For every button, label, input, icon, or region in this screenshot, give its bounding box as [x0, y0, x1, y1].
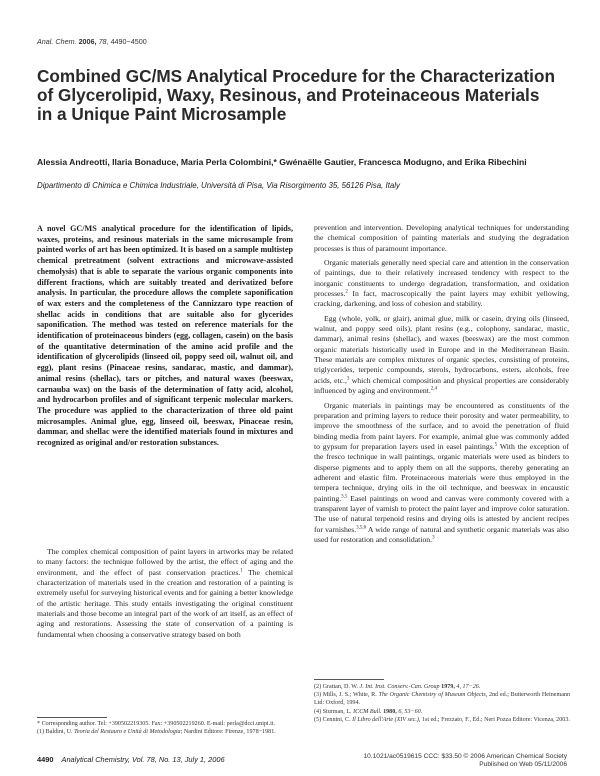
citation-ref: 1 — [240, 568, 243, 574]
citation-ref: 3,5,6 — [356, 525, 367, 531]
corresponding-author-note: * Corresponding author. Tel: +390502219305. Fax: +390502219260. E-mail: perla@dcci.unipi.it. — [37, 721, 276, 727]
citation-ref: 2 — [345, 289, 348, 295]
journal-citation — [37, 37, 147, 46]
journal-volume: 78, — [98, 37, 109, 46]
doi-line: 10.1021/ac0519615 CCC: $33.50 © 2006 American Chemical Society — [363, 753, 567, 760]
citation-ref: 3 — [346, 376, 350, 382]
article-affiliation: Dipartimento di Chimica e Chimica Industriale, Università di Pisa, Via Risorgimento 35, 56126 Pisa, Italy — [37, 181, 400, 190]
footnote-divider — [37, 717, 107, 718]
page-footer-left — [37, 755, 225, 764]
journal-year: 2006, — [78, 37, 97, 46]
article-authors: Alessia Andreotti, Ilaria Bonaduce, Maria Perla Colombini,* Gwénaëlle Gautier, Francesca Modugno, and Erika Ribechini — [37, 157, 527, 167]
citation-ref: 3,5 — [341, 494, 348, 500]
citation-ref: 3 — [432, 535, 435, 541]
citation-ref: 5 — [494, 442, 498, 448]
published-date: Published on Web 05/11/2006 — [479, 761, 567, 769]
page-footer-right — [330, 753, 567, 769]
reference-2: (2) Grattan, D. W. J. Int. Inst. Conserv.-Can. Group 1979, 4, 17−26. — [314, 684, 481, 690]
journal-name: Anal. Chem. — [37, 37, 77, 46]
body-column-right — [314, 223, 569, 545]
article-title: Combined GC/MS Analytical Procedure for the Characterization of Glycerolipid, Waxy, Resinous, and Proteinaceous Materials in a Unique Paint Microsample — [37, 66, 555, 124]
reference-1: (1) Baldini, U. Teoria del Restauro e Unità di Metodologia; Nardini Editore: Firenze, 1978−1981. — [37, 729, 276, 736]
body-paragraph: Egg (whole, yolk, or glair), animal glue, milk or casein, drying oils (linseed, walnut, and poppy seed oils), plant resins (e.g., colophony, sandarac, mastic, dammar), animal resins (shellac), and waxes (beeswax) are the most common organic materials historically used in Europe and in the Mediterranean Basin. These materials are complex mixtures of organic species, consisting of proteins, triglycerides, terpenic compounds, sterols, hydrocarbons, esters, alcohols, free acids, etc.,$^3$ which chemical composition and physical properties are considerably influenced by aging and environment.$^{2,4}$ — [314, 313, 569, 396]
citation-ref: 2,4 — [430, 386, 438, 392]
body-paragraph: prevention and intervention. Developing analytical techniques for understanding the chemical composition of painting materials and studying the degradation processes is thus of paramount importance. — [314, 223, 569, 253]
journal-issue-line: Analytical Chemistry, Vol. 78, No. 13, July 1, 2006 — [61, 755, 225, 764]
footnotes-left — [37, 720, 293, 736]
footnotes-right — [314, 683, 570, 724]
reference-4: (4) Sturman, L. ICCM Bull. 1980, 6, 53−60. — [314, 708, 423, 715]
page-number: 4490 — [37, 755, 54, 764]
footnote-divider — [314, 679, 384, 680]
body-paragraph: The complex chemical composition of paint layers in artworks may be related to many factors: the technique followed by the artist, the effect of aging and the environment, and the effect of past conservation practices.$^1$ The chemical characterization of materials used in the creation and restoration of a painting is extremely useful for surveying historical events and for gaining a better knowledge of the artistic heritage. This study entails investigating the original constituent materials and those become an integral part of the work of art itself, as an effect of aging and restorations. Assessing the state of conservation of a painting is fundamental when choosing a conservative strategy based on both — [37, 547, 293, 639]
abstract: A novel GC/MS analytical procedure for the identification of lipids, waxes, proteins, and resinous materials in the same microsample from painted works of art has been optimized. It is based on a sample multistep chemical pretreatment (solvent extractions and microwave-assisted chemolysis) that is able to separate the various organic components into different fractions, which are suitably treated and derivatized before analysis. In particular, the procedure allows the complete saponification of wax esters and the completeness of the Cannizzaro type reaction of shellac acids in conditions that are suitable also for glycerides saponification. The method was tested on reference materials for the identification of proteinaceous binders (egg, collagen, casein) on the basis of the quantitative determination of the amino acid profile and the identification of glycerolipids (linseed oil, poppy seed oil, walnut oil, and egg), plant resins (Pinaceae resins, sandarac, mastic, and dammar), animal resins (shellac), tars or pitches, and natural waxes (beeswax, carnauba wax) on the basis of the determination of fatty acid, alcohol, and hydrocarbon profiles and of significant terpenic molecular markers. The procedure was applied to the characterization of three old paint microsamples. Animal glue, egg, linseed oil, beeswax, Pinaceae resin, dammar, and shellac were the identified materials found in mixtures and recognized as original and/or restoration substances. — [37, 224, 293, 448]
body-column-left — [37, 547, 293, 640]
reference-5: (5) Cennini, C. Il Libro dell'Arte (XIV sec.), 1st ed.; Frezzato, F., Ed.; Neri Pozza Editore: Vicenza, 2003. — [314, 716, 570, 723]
journal-pages: 4490−4500 — [110, 37, 147, 46]
reference-3: (3) Mills, J. S.; White, R. The Organic Chemistry of Museum Objects, 2nd ed.; Butterworth Heinemann Ltd: Oxford, 1994. — [314, 692, 570, 707]
body-paragraph: Organic materials generally need special care and attention in the conservation of paintings, due to their relatively increased tendency with respect to the inorganic constituents to undergo degradation, transformation, and oxidation processes.$^2$ In fact, macroscopically the paint layers may exhibit yellowing, cracking, darkening, and loss of cohesion and stability. — [314, 258, 569, 309]
body-paragraph: Organic materials in paintings may be encountered as constituents of the preparation and priming layers to reduce their porosity and water permeability, to improve the smoothness of the surface, and to avoid the penetration of fluid binding media from paint layers. For example, animal glue was commonly added to gypsum for preparation layers used in easel paintings.$^5$ With the exception of the fresco technique in wall paintings, organic materials were used as binders to disperse pigments and to apply them on all the supports, thereby generating an adherent and elastic film. Proteinaceous materials were thus employed in the tempera technique, drying oils in the oil technique, and beeswax in encaustic painting.$^{3,5}$ Easel paintings on wood and canvas were commonly covered with a transparent layer of varnish to protect the paint layer and improve color saturation. The use of natural terpenoid resins and drying oils is attested by ancient recipes for varnishes.$^{3,5,6}$ A wide range of natural and synthetic organic materials was also used for restoration and consolidation.$^3$ — [314, 400, 570, 544]
